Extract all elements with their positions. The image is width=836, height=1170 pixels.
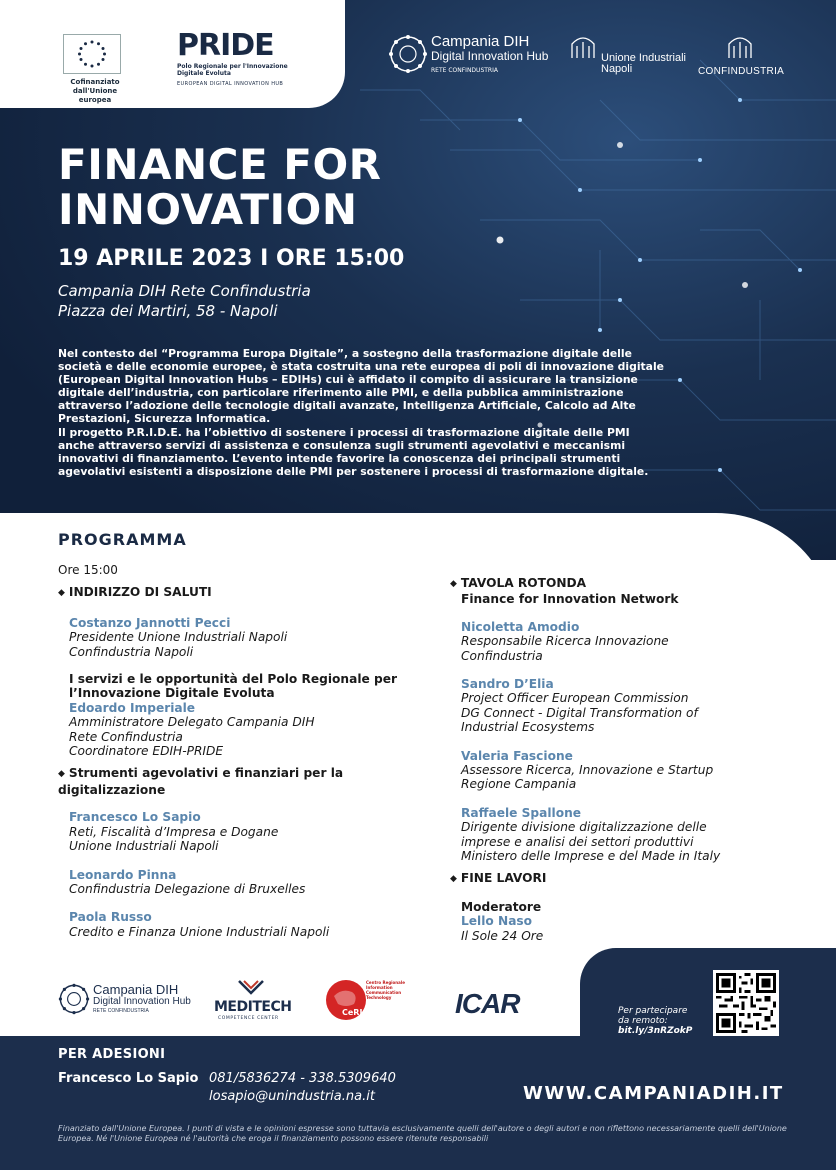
unione-industriali-logo-icon (568, 32, 598, 62)
speaker-block (58, 810, 398, 853)
event-date: 19 APRILE 2023 I ORE 15:00 (58, 246, 405, 271)
saluti-heading: ◆ INDIRIZZO DI SALUTI (58, 585, 398, 601)
cerict-name: CeRICT (342, 1008, 374, 1017)
speaker-name: Sandro D’Elia (461, 677, 554, 692)
event-title-line2: INNOVATION (58, 185, 358, 234)
website-link[interactable]: WWW.CAMPANIADIH.IT (523, 1083, 784, 1104)
event-venue (58, 281, 311, 321)
logo-bar (0, 0, 345, 108)
eu-flag-icon (63, 34, 121, 74)
speaker-block (450, 806, 790, 864)
speaker-role: DG Connect - Digital Transformation of (461, 705, 698, 720)
ui-name-line1: Unione Industriali (601, 52, 686, 64)
sponsor-icar (455, 988, 519, 1020)
icar-name: ICAR (455, 988, 520, 1019)
moderator-block (450, 900, 790, 943)
event-intro (58, 347, 668, 478)
contact-email[interactable]: losapio@unindustria.na.it (209, 1089, 375, 1104)
speaker-block (58, 616, 398, 659)
speaker-block (58, 910, 398, 939)
pride-logo: PRIDE (177, 28, 274, 63)
speaker-role: Presidente Unione Industriali Napoli (69, 630, 288, 645)
program-time: Ore 15:00 (58, 563, 118, 577)
speaker-role: Confindustria Delegazione di Bruxelles (69, 881, 306, 896)
contact-info (58, 1070, 396, 1106)
hero-background (0, 0, 836, 560)
speaker-role: Il Sole 24 Ore (461, 928, 544, 943)
dih-name-line1: Campania DIH (431, 33, 530, 50)
speaker-role: Project Officer European Commission (461, 691, 689, 706)
speaker-role: Dirigente divisione digitalizzazione delle (461, 820, 707, 835)
confindustria-logo-icon (725, 32, 755, 62)
speaker-role: Coordinatore EDIH-PRIDE (69, 744, 224, 759)
speaker-block (450, 677, 790, 735)
speaker-role: Ministero delle Imprese e del Made in Italy (461, 849, 721, 864)
event-title (58, 142, 382, 232)
speaker-block (58, 868, 398, 897)
qr-code-icon[interactable] (713, 970, 779, 1036)
sponsor-dih-name-2: Digital Innovation Hub (93, 996, 191, 1007)
venue-line1: Campania DIH Rete Confindustria (58, 282, 311, 300)
remote-line2: da remoto: (618, 1016, 668, 1026)
speaker-name: Francesco Lo Sapio (69, 810, 201, 825)
speaker-role: Confindustria Napoli (69, 644, 194, 659)
speaker-name: Lello Naso (461, 914, 533, 929)
speaker-role: Rete Confindustria (69, 729, 183, 744)
talk-block (58, 672, 398, 758)
speaker-block (450, 620, 790, 663)
remote-link[interactable]: bit.ly/3nRZokP (618, 1026, 693, 1036)
remote-participation (618, 1006, 692, 1036)
unione-industriali-name (601, 53, 686, 75)
cerict-description: Centro Regionale Information Communication Technology (366, 980, 405, 1000)
contact-phone[interactable]: 081/5836274 - 338.5309640 (209, 1071, 396, 1086)
sponsor-dih-name-1: Campania DIH (93, 982, 179, 997)
meditech-name: MEDITECH (214, 999, 292, 1015)
meditech-logo-icon (236, 979, 266, 997)
speaker-name: Nicoletta Amodio (461, 619, 580, 634)
speaker-name: Leonardo Pinna (69, 867, 177, 882)
strumenti-heading (58, 766, 398, 797)
speaker-role: Amministratore Delegato Campania DIH (69, 715, 315, 730)
eu-cofinanced-text: Cofinanziato dall'Unione europea (70, 78, 120, 104)
speaker-name: Valeria Fascione (461, 748, 573, 763)
speaker-role: Confindustria (461, 648, 543, 663)
speaker-name: Costanzo Jannotti Pecci (69, 615, 231, 630)
venue-line2: Piazza dei Martiri, 58 - Napoli (58, 302, 278, 320)
campania-dih-logo-icon (388, 34, 428, 74)
adesioni-heading: PER ADESIONI (58, 1047, 166, 1062)
speaker-block (450, 749, 790, 792)
program-right-column (450, 576, 790, 943)
speaker-name: Edoardo Imperiale (69, 700, 196, 715)
speaker-role: Responsabile Ricerca Innovazione (461, 634, 669, 649)
strumenti-heading-text: Strumenti agevolativi e finanziari per la digitalizzazione (58, 766, 344, 797)
dih-name-line2: Digital Innovation Hub (431, 49, 549, 63)
campania-dih-logo-icon (58, 983, 90, 1015)
speaker-role: Industrial Ecosystems (461, 720, 595, 735)
event-title-line1: FINANCE FOR (58, 140, 382, 189)
speaker-role: Unione Industriali Napoli (69, 839, 219, 854)
speaker-role: Regione Campania (461, 777, 577, 792)
confindustria-name: CONFINDUSTRIA (698, 66, 785, 77)
talk-title: I servizi e le opportunità del Polo Regionale per l’Innovazione Digitale Evoluta (69, 672, 398, 701)
tavola-subtitle: Finance for Innovation Network (461, 592, 679, 607)
speaker-name: Raffaele Spallone (461, 805, 582, 820)
meditech-sub: COMPETENCE CENTER (218, 1016, 279, 1021)
contact-name: Francesco Lo Sapio (58, 1071, 199, 1086)
speaker-role: imprese e analisi dei settori produttivi (461, 834, 694, 849)
program-left-column (58, 563, 398, 939)
remote-line1: Per partecipare (618, 1006, 688, 1016)
campania-dih-name (431, 34, 548, 64)
fine-lavori-heading: ◆ FINE LAVORI (450, 871, 790, 887)
sponsor-dih-sub: RETE CONFINDUSTRIA (93, 1008, 149, 1014)
dih-rete-text: RETE CONFINDUSTRIA (431, 67, 498, 74)
ui-name-line2: Napoli (601, 63, 633, 75)
moderator-label: Moderatore (461, 899, 542, 914)
speaker-name: Paola Russo (69, 910, 152, 925)
speaker-role: Assessore Ricerca, Innovazione e Startup (461, 763, 714, 778)
program-heading: PROGRAMMA (58, 530, 187, 549)
pride-subtitle-2: EUROPEAN DIGITAL INNOVATION HUB (177, 81, 284, 87)
intro-paragraph-1: Nel contesto del “Programma Europa Digitale”, a sostegno della trasformazione digitale delle società e delle economie europee, è stata costruita una rete europea di poli di innovazione digitale (European Digital Innovation Hubs – EDIHs) cui è affidato il compito di assicurare la transizione digitale dell’industria, con particolare riferimento alle PMI, e della pubblica amministrazione attraverso l’adozione delle tecnologie digitali avanzate, Intelligenza Artificiale, Calcolo ad Alte Prestazioni, Sicurezza Informatica. (58, 347, 664, 426)
speaker-role: Credito e Finanza Unione Industriali Napoli (69, 924, 330, 939)
speaker-role: Reti, Fiscalità d’Impresa e Dogane (69, 824, 279, 839)
intro-paragraph-2: Il progetto P.R.I.D.E. ha l’obiettivo di sostenere i processi di trasformazione digitale delle PMI anche attraverso servizi di assistenza e consulenza sugli strumenti agevolativi e meccanismi innovativi di finanziamento. L’evento intende favorire la conoscenza dei principali strumenti agevolativi esistenti a disposizione delle PMI per sostenere i processi di trasformazione digitale. (58, 425, 649, 478)
pride-subtitle: Polo Regionale per l'Innovazione Digitale Evoluta (177, 63, 288, 77)
tavola-heading: ◆ TAVOLA ROTONDA (450, 576, 790, 592)
disclaimer: Finanziato dall'Unione Europea. I punti di vista e le opinioni espresse sono tuttavia esclusivamente quelli dell'autore o degli autori e non riflettono necessariamente quelli dell'Unione Europea. Né l'Unione Europea né l'autorità che eroga il finanziamento possono essere ritenute responsabili (58, 1124, 787, 1143)
